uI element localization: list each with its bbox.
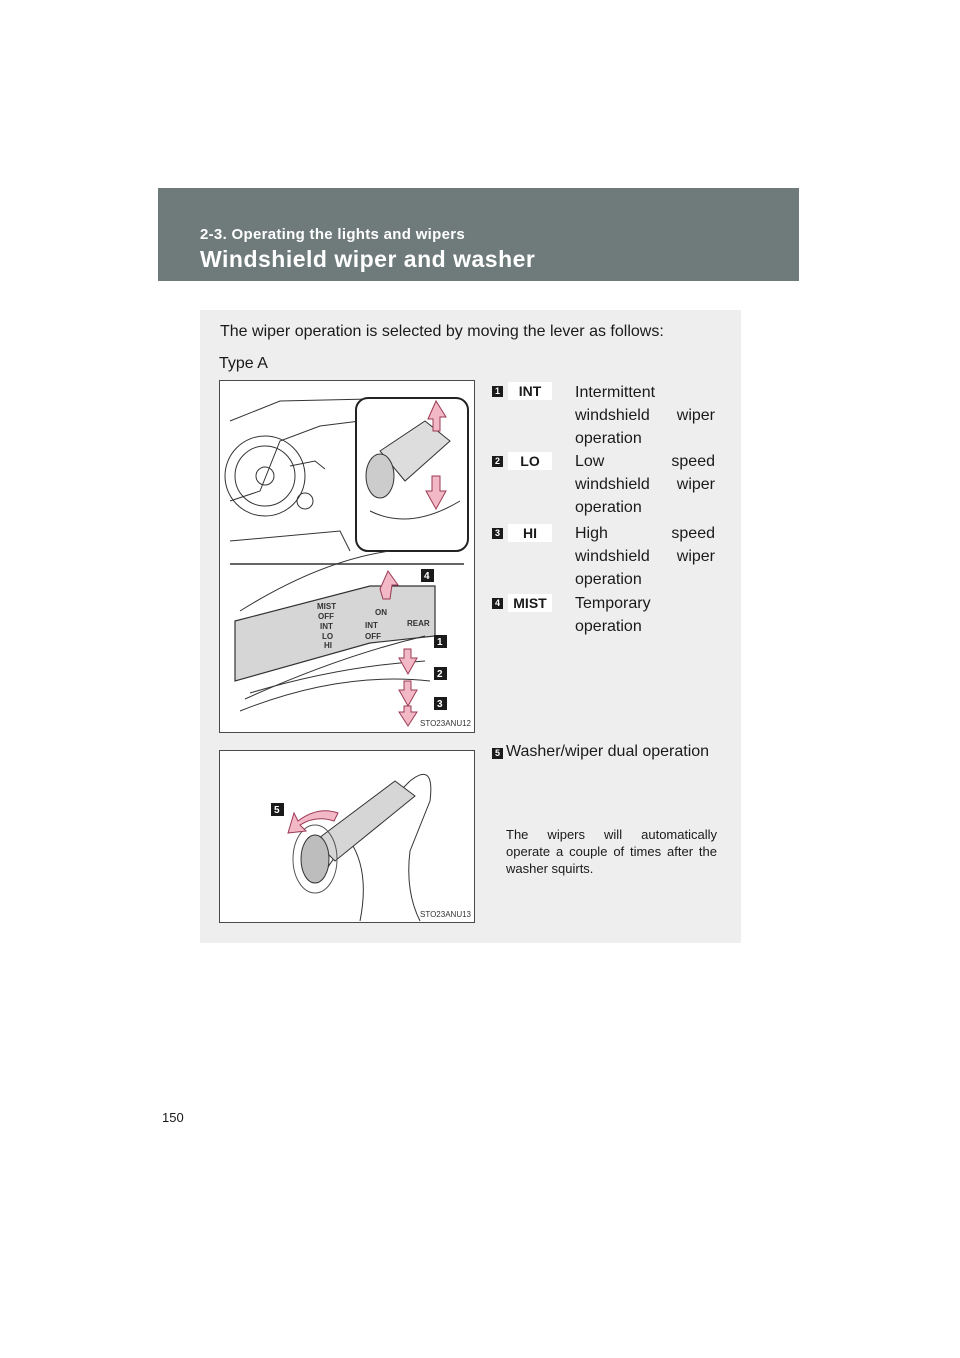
- item-key-hi: HI: [508, 524, 552, 542]
- content-panel: [200, 310, 741, 943]
- lever-label-rear: REAR: [407, 619, 430, 628]
- item-desc-lo: Low speed windshield wiper operation: [575, 453, 715, 516]
- washer-illustration: [220, 751, 474, 922]
- lever-label-off2: OFF: [365, 632, 381, 641]
- lever-label-int: INT: [320, 622, 333, 631]
- item-desc-mist: Temporary operation: [575, 595, 651, 635]
- item-key-lo: LO: [508, 452, 552, 470]
- washer-note: The wipers will automatically operate a couple of times after the washer squirts.: [506, 827, 717, 876]
- item-marker-3: 3: [492, 528, 503, 539]
- lever-label-hi: HI: [324, 641, 332, 650]
- lever-label-off: OFF: [318, 612, 334, 621]
- callout-5: 5: [274, 805, 280, 816]
- page-title: Windshield wiper and washer: [200, 246, 536, 272]
- washer-title: Washer/wiper dual operation: [506, 743, 710, 760]
- item-desc-int: Intermittent windshield wiper operation: [575, 384, 715, 447]
- figure2-code: STO23ANU13: [420, 910, 471, 919]
- item-marker-2: 2: [492, 456, 503, 467]
- callout-2: 2: [437, 669, 443, 680]
- type-label: Type A: [219, 355, 268, 372]
- item-marker-5: 5: [492, 748, 503, 759]
- callout-4: 4: [424, 571, 430, 582]
- section-header: [158, 188, 799, 281]
- lever-label-mist: MIST: [317, 602, 337, 611]
- item-key-mist: MIST: [508, 594, 552, 612]
- figure-washer: [219, 750, 475, 923]
- lever-label-on: ON: [375, 608, 387, 617]
- lever-label-lo: LO: [322, 632, 334, 641]
- figure-lever-positions: [219, 380, 475, 733]
- lever-label-int2: INT: [365, 621, 378, 630]
- item-marker-4: 4: [492, 598, 503, 609]
- figure1-code: STO23ANU12: [420, 719, 471, 728]
- lever-illustration: [220, 381, 474, 732]
- section-label: 2-3. Operating the lights and wipers: [200, 226, 466, 243]
- item-marker-1: 1: [492, 386, 503, 397]
- page-number: 150: [162, 1110, 184, 1125]
- item-key-int: INT: [508, 382, 552, 400]
- callout-3: 3: [437, 699, 443, 710]
- item-desc-hi: High speed windshield wiper operation: [575, 525, 715, 588]
- intro-text: The wiper operation is selected by moving the lever as follows:: [220, 323, 664, 340]
- callout-1: 1: [437, 637, 443, 648]
